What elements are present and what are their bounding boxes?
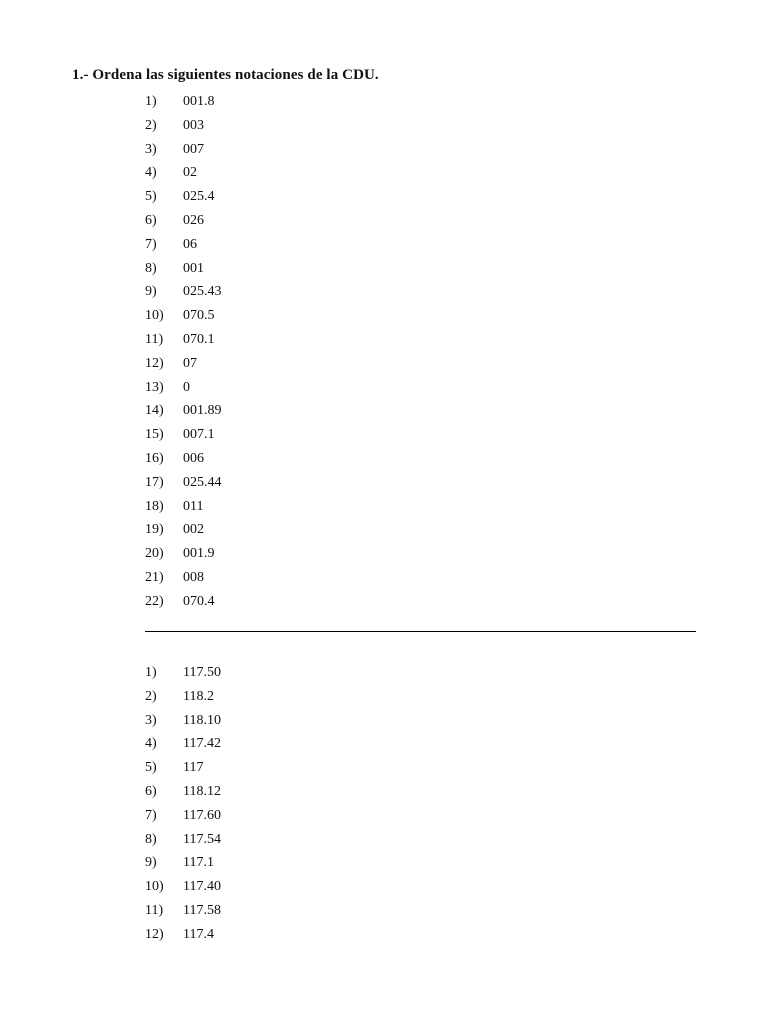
item-number: 19) — [145, 522, 164, 538]
item-notation: 025.43 — [183, 284, 222, 300]
item-notation: 001.8 — [183, 94, 215, 109]
list-item — [145, 399, 222, 423]
item-number: 11) — [145, 902, 164, 918]
list-item — [145, 732, 221, 756]
item-number: 22) — [145, 593, 164, 609]
item-notation: 02 — [183, 165, 197, 181]
list-item — [145, 376, 222, 400]
item-notation: 001 — [183, 260, 204, 276]
list-item — [145, 518, 222, 542]
item-notation: 117.1 — [183, 855, 214, 871]
list-item — [145, 804, 221, 828]
item-notation: 070.4 — [183, 593, 215, 609]
item-notation: 117.42 — [183, 736, 221, 752]
item-number: 11) — [145, 331, 164, 347]
item-notation: 07 — [183, 355, 197, 371]
list-item — [145, 328, 222, 352]
item-number: 7) — [145, 236, 157, 252]
item-number: 7) — [145, 807, 157, 823]
list-item — [145, 590, 222, 614]
list-item — [145, 352, 222, 376]
list-item — [145, 780, 221, 804]
item-number: 13) — [145, 379, 164, 395]
item-notation: 118.2 — [183, 688, 214, 704]
list-item — [145, 233, 222, 257]
item-notation: 026 — [183, 212, 204, 228]
item-notation: 006 — [183, 450, 204, 466]
item-notation: 025.4 — [183, 189, 215, 205]
item-number: 8) — [145, 831, 157, 847]
list-item — [145, 423, 222, 447]
item-notation: 007.1 — [183, 427, 215, 443]
item-number: 6) — [145, 783, 157, 799]
item-number: 4) — [145, 165, 157, 181]
item-number: 6) — [145, 212, 157, 228]
item-number: 1) — [145, 665, 157, 680]
item-number: 10) — [145, 308, 164, 324]
item-notation: 002 — [183, 522, 204, 538]
list-item — [145, 851, 221, 875]
item-notation: 025.44 — [183, 474, 222, 490]
list-item — [145, 542, 222, 566]
item-notation: 008 — [183, 569, 204, 585]
item-notation: 001.9 — [183, 546, 215, 562]
item-number: 3) — [145, 712, 157, 728]
item-number: 5) — [145, 189, 157, 205]
list-item — [145, 828, 221, 852]
list-item — [145, 209, 222, 233]
item-number: 14) — [145, 403, 164, 419]
list-item — [145, 304, 222, 328]
item-notation: 007 — [183, 141, 204, 157]
item-notation: 118.10 — [183, 712, 221, 728]
list-item — [145, 495, 222, 519]
item-notation: 117.4 — [183, 926, 214, 942]
list-item — [145, 280, 222, 304]
notation-list-second — [145, 661, 221, 947]
item-notation: 001.89 — [183, 403, 222, 419]
list-item — [145, 875, 221, 899]
item-number: 10) — [145, 879, 164, 895]
item-notation: 070.1 — [183, 331, 215, 347]
item-number: 3) — [145, 141, 157, 157]
item-notation: 011 — [183, 498, 204, 514]
list-item — [145, 114, 222, 138]
item-notation: 117.60 — [183, 807, 221, 823]
list-item — [145, 138, 222, 162]
item-notation: 070.5 — [183, 308, 215, 324]
item-notation: 003 — [183, 117, 204, 133]
item-notation: 117.54 — [183, 831, 221, 847]
item-notation: 117 — [183, 760, 204, 776]
item-number: 2) — [145, 688, 157, 704]
item-number: 1) — [145, 94, 157, 109]
list-item — [145, 90, 222, 114]
item-number: 4) — [145, 736, 157, 752]
item-number: 8) — [145, 260, 157, 276]
item-notation: 0 — [183, 379, 190, 395]
item-number: 9) — [145, 284, 157, 300]
list-item — [145, 257, 222, 281]
list-item — [145, 566, 222, 590]
exercise-heading: 1.- Ordena las siguientes notaciones de la CDU. — [72, 67, 379, 83]
item-notation: 06 — [183, 236, 197, 252]
item-number: 9) — [145, 855, 157, 871]
list-item — [145, 471, 222, 495]
list-item — [145, 756, 221, 780]
item-number: 18) — [145, 498, 164, 514]
item-number: 12) — [145, 355, 164, 371]
item-number: 21) — [145, 569, 164, 585]
item-number: 5) — [145, 760, 157, 776]
list-item — [145, 661, 221, 685]
item-number: 20) — [145, 546, 164, 562]
list-item — [145, 685, 221, 709]
list-item — [145, 709, 221, 733]
item-notation: 117.50 — [183, 665, 221, 680]
notation-list-first — [145, 90, 222, 614]
list-item — [145, 185, 222, 209]
item-number: 12) — [145, 926, 164, 942]
section-divider — [145, 631, 696, 632]
item-number: 15) — [145, 427, 164, 443]
item-notation: 118.12 — [183, 783, 221, 799]
item-notation: 117.58 — [183, 902, 221, 918]
item-number: 2) — [145, 117, 157, 133]
list-item — [145, 161, 222, 185]
item-notation: 117.40 — [183, 879, 221, 895]
list-item — [145, 899, 221, 923]
item-number: 17) — [145, 474, 164, 490]
item-number: 16) — [145, 450, 164, 466]
list-item — [145, 923, 221, 947]
list-item — [145, 447, 222, 471]
